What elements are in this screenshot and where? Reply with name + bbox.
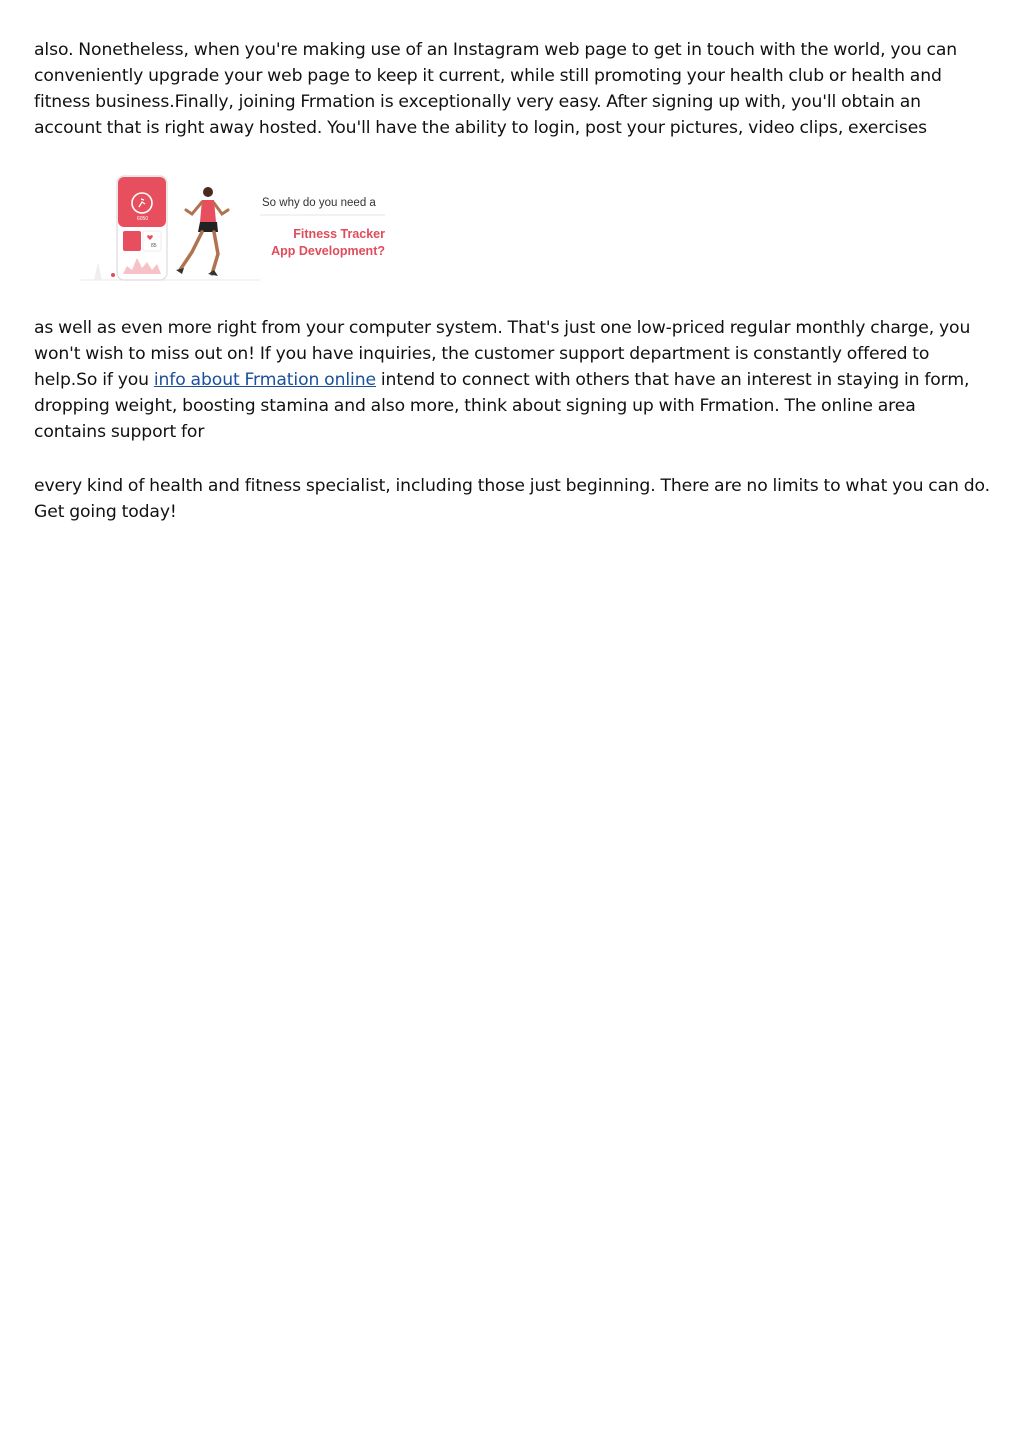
phone-illustration <box>117 176 167 280</box>
runner-shorts <box>198 222 218 232</box>
plant-decor-icon <box>94 262 102 280</box>
paragraph-3: every kind of health and fitness specialist, including those just beginning. There are no limits to what you can do. Get going today! <box>34 476 990 522</box>
banner-question: So why do you need a <box>262 197 376 209</box>
runner-illustration <box>176 187 228 276</box>
paragraph-2 <box>34 315 990 445</box>
runner-head <box>203 187 213 197</box>
banner-title <box>230 226 385 260</box>
banner-title-line-2: App Development? <box>271 244 385 258</box>
frmation-info-link[interactable]: info about Frmation online <box>153 370 376 390</box>
phone-steps-value: 6050 <box>137 216 149 222</box>
phone-card-sleep <box>123 231 141 251</box>
phone-heart-value: 85 <box>151 243 157 249</box>
paragraph-1: also. Nonetheless, when you're making use of an Instagram web page to get in touch with the world, you can conveniently upgrade your web page to keep it current, while still promoting your health club or health and fitness business.Finally, joining Frmation is exceptionally very easy. After signing up with, you'll obtain an account that is right away hosted. You'll have the ability to login, post your pictures, video clips, exercises <box>34 40 958 138</box>
flower-decor-icon <box>111 273 115 277</box>
paragraph-2-text-end: intend to connect with others that have an interest in staying in form, dropping weight, boosting stamina and also more, think about signing up with Frmation. The online area contains support for <box>34 370 970 442</box>
banner-title-line-1: Fitness Tracker <box>293 227 385 241</box>
fitness-tracker-banner-image <box>80 170 388 285</box>
paragraph-2-text-start: as well as even more right from your computer system. That's just one low-priced regular monthly charge, you won't wish to miss out on! If you have inquiries, the customer support department is constantly offered to help.So if you <box>34 318 971 390</box>
